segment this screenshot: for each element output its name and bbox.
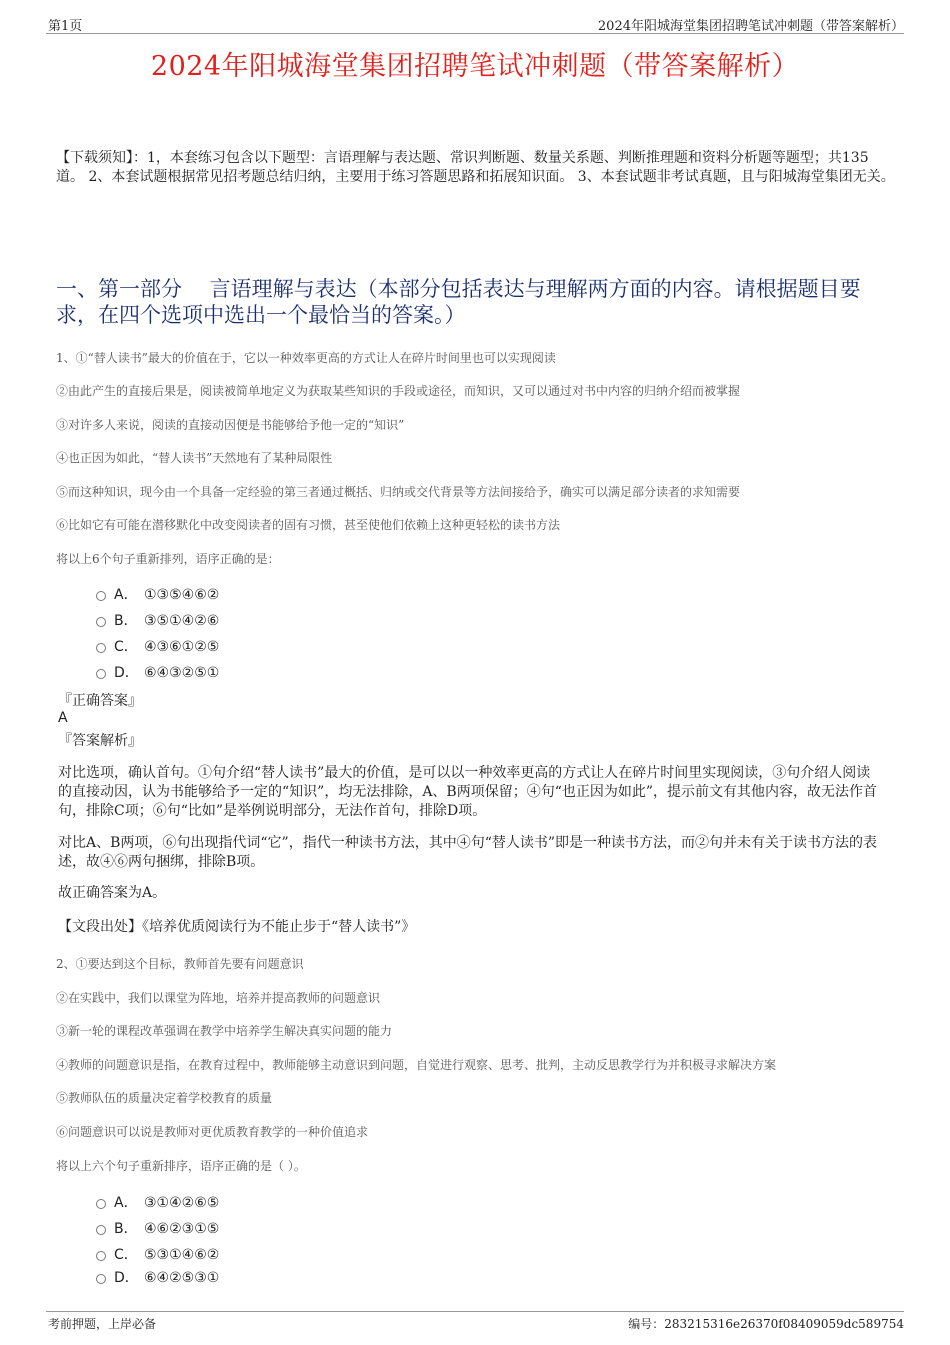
q1-option-d[interactable]: D． ⑥④③②⑤① bbox=[96, 662, 219, 682]
q1-option-c[interactable]: C． ④③⑥①②⑤ bbox=[96, 636, 219, 656]
q2-line: ④教师的问题意识是指，在教育过程中，教师能够主动意识到问题，自觉进行观察、思考、批判，主动反思教学行为并积极寻求解决方案 bbox=[56, 1058, 777, 1072]
q1-line: ④也正因为如此，“替人读书”天然地有了某种局限性 bbox=[56, 451, 333, 465]
q2-line: ②在实践中，我们以课堂为阵地，培养并提高教师的问题意识 bbox=[56, 991, 381, 1005]
analysis-paragraph: 对比A、B两项，⑥句出现指代词“它”，指代一种读书方法，其中④句“替人读书”即是一种读书方法，而②句并未有关于读书方法的表述，故④⑥两句捆绑，排除B项。 bbox=[58, 835, 878, 870]
q1-option-b[interactable]: B． ③⑤①④②⑥ bbox=[96, 610, 219, 630]
q2-option-a[interactable]: A． ③①④②⑥⑤ bbox=[96, 1192, 219, 1212]
radio-icon[interactable] bbox=[96, 1274, 106, 1284]
q1-line: ⑤而这种知识，现今由一个具备一定经验的第三者通过概括、归纳或交代背景等方法间接给予，确实可以满足部分读者的求知需要 bbox=[56, 485, 741, 499]
q1-option-a[interactable]: A． ①③⑤④⑥② bbox=[96, 584, 219, 604]
page-number: 第1页 bbox=[48, 19, 83, 34]
radio-icon[interactable] bbox=[96, 643, 106, 653]
correct-answer: A bbox=[58, 710, 68, 726]
footer-divider bbox=[46, 1311, 904, 1312]
analysis-paragraph: 故正确答案为A。 bbox=[58, 885, 167, 901]
analysis-heading: 『答案解析』 bbox=[58, 733, 142, 749]
q2-option-c[interactable]: C． ⑤③①④⑥② bbox=[96, 1244, 219, 1264]
radio-icon[interactable] bbox=[96, 617, 106, 627]
q2-line: ⑥问题意识可以说是教师对更优质教育教学的一种价值追求 bbox=[56, 1125, 369, 1139]
radio-icon[interactable] bbox=[96, 1199, 106, 1209]
radio-icon[interactable] bbox=[96, 1251, 106, 1261]
q2-option-d[interactable]: D． ⑥④②⑤③① bbox=[96, 1267, 219, 1287]
radio-icon[interactable] bbox=[96, 1225, 106, 1235]
q1-line: ⑥比如它有可能在潜移默化中改变阅读者的固有习惯，甚至使他们依赖上这种更轻松的读书方法 bbox=[56, 518, 561, 532]
source-citation: 【文段出处】《培养优质阅读行为不能止步于“替人读书”》 bbox=[58, 919, 416, 935]
radio-icon[interactable] bbox=[96, 591, 106, 601]
q2-option-b[interactable]: B． ④⑥②③①⑤ bbox=[96, 1218, 219, 1238]
analysis-paragraph: 对比选项，确认首句。①句介绍“替人读书”最大的价值，是可以以一种效率更高的方式让人在碎片时间里实现阅读，③句介绍人阅读的直接动因，认为书能够给予一定的“知识”，均无法排除，A、B两项保留；④句“也正因为如此”，提示前文有其他内容，故无法作首句，排除C项；⑥句“比如”是举例说明部分，无法作首句，排除D项。 bbox=[58, 765, 878, 819]
q1-line: ②由此产生的直接后果是，阅读被简单地定义为获取某些知识的手段或途径，而知识，又可以通过对书中内容的归纳介绍而被掌握 bbox=[56, 384, 741, 398]
footer-serial: 编号：283215316e26370f08409059dc589754 bbox=[628, 1317, 904, 1331]
q2-line: ③新一轮的课程改革强调在教学中培养学生解决真实问题的能力 bbox=[56, 1024, 393, 1038]
q2-line: ⑤教师队伍的质量决定着学校教育的质量 bbox=[56, 1091, 273, 1105]
section-heading: 一、第一部分 言语理解与表达（本部分包括表达与理解两方面的内容。请根据题目要求，在四个选项中选出一个最恰当的答案。） bbox=[56, 277, 861, 327]
download-notice: 【下载须知】：1，本套练习包含以下题型：言语理解与表达题、常识判断题、数量关系题、判断推理题和资料分析题等题型；共135道。 2、本套试题根据常见招考题总结归纳，主要用于练习答题思路和拓展知识面。 3、本套试题非考试真题，且与阳城海堂集团无关。 bbox=[56, 150, 895, 185]
answer-heading: 『正确答案』 bbox=[58, 693, 142, 709]
q1-line: 1、①“替人读书”最大的价值在于，它以一种效率更高的方式让人在碎片时间里也可以实现阅读 bbox=[56, 351, 556, 365]
q2-line: 2、①要达到这个目标，教师首先要有问题意识 bbox=[56, 957, 304, 971]
q2-prompt: 将以上六个句子重新排序，语序正确的是（ ）。 bbox=[56, 1159, 306, 1173]
header-divider bbox=[46, 33, 904, 34]
document-title: 2024年阳城海堂集团招聘笔试冲刺题（带答案解析） bbox=[150, 51, 800, 82]
radio-icon[interactable] bbox=[96, 669, 106, 679]
q1-prompt: 将以上6个句子重新排列，语序正确的是： bbox=[56, 552, 280, 566]
footer-slogan: 考前押题，上岸必备 bbox=[48, 1317, 157, 1331]
q1-line: ③对许多人来说，阅读的直接动因便是书能够给予他一定的“知识” bbox=[56, 418, 405, 432]
running-header-title: 2024年阳城海堂集团招聘笔试冲刺题（带答案解析） bbox=[597, 19, 904, 34]
